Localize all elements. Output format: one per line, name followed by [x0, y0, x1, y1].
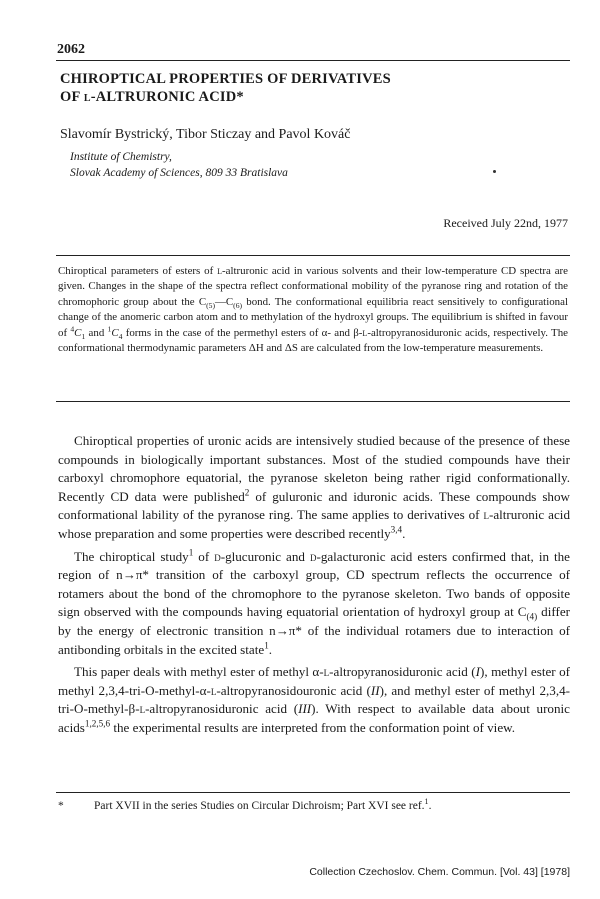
text: -altropyranosidouronic acid (: [216, 682, 371, 698]
abstract-text: -altropyranosiduronic acids, respectively. The conformational thermodynamic parameters ΔH and ΔS are calculated from the low-temperature measurements.: [58, 326, 568, 355]
superscript: 1: [107, 324, 112, 333]
title-rest: -ALTRURONIC ACID*: [90, 89, 244, 105]
smallcap-d: d: [214, 548, 221, 564]
text: Chiroptical properties of uronic acids are intensively studied because of the presence of these compounds in biologically important substances. Most of the studied compounds have their carboxyl chromophore equatorial, the pyranose skeleton being rather rigid conformationally. Recently CD data were published: [58, 433, 570, 504]
text: the experimental results are interpreted from the conformation point of view.: [110, 719, 516, 735]
smallcap-l: l: [323, 664, 330, 680]
text: ). With respect to available data about uronic acids: [58, 701, 570, 735]
abstract-text: —C: [215, 295, 234, 308]
footnote-text: Part XVII in the series Studies on Circular Dichroism; Part XVI see ref.: [94, 800, 425, 812]
title-smallcap: l: [83, 89, 91, 105]
paragraph-1: [58, 432, 570, 544]
institute-line-2: Slovak Academy of Sciences, 809 33 Bratislava: [70, 167, 288, 179]
smallcap-l: l: [483, 507, 489, 523]
abstract-text: forms in the case of the permethyl esters of α- and β-: [122, 326, 363, 339]
abstract-text: Chiroptical parameters of esters of: [58, 265, 218, 277]
paragraph-2: [58, 548, 570, 660]
abstract-bottom-rule: [56, 401, 570, 402]
title-line-2: [60, 88, 391, 106]
speck-mark: [493, 170, 496, 173]
text: -galacturonic acid esters confirmed that, in the region of n→π* transition of the carboxyl group, CD spectrum reflects the occurrence of rotamers about the bond of the chromophore to the pyranose skeleton. Two bands of opposite sign observed with the compounds having equatorial orientation of hydroxyl group at C: [58, 548, 570, 620]
received-date: Received July 22nd, 1977: [443, 216, 568, 230]
smallcap-l: l: [210, 682, 217, 698]
abstract-text: C: [111, 326, 119, 339]
institute-line-1: Institute of Chemistry,: [70, 151, 172, 163]
smallcap-d: d: [309, 548, 317, 564]
compound-label: III: [298, 701, 312, 717]
text: The chiroptical study: [74, 548, 189, 564]
citation: 1: [188, 547, 194, 558]
abstract-text: and: [85, 326, 108, 339]
footnote-text: .: [428, 800, 432, 812]
compound-label: I: [475, 664, 481, 680]
subscript: (6): [233, 300, 243, 310]
smallcap-l: l: [362, 326, 368, 339]
superscript: 4: [70, 324, 75, 333]
text: This paper deals with methyl ester of methyl α-: [74, 664, 324, 680]
text: of: [193, 548, 215, 564]
institute: [70, 149, 288, 181]
journal-footer: Collection Czechoslov. Chem. Commun. [Vol. 43] [1978]: [309, 866, 570, 878]
abstract-text: -altruronic acid in various solvents and their low-temperature CD spectra are given. Changes in the shape of the spectra reflect conformational mobility of the pyranose ring and rotation of the chromophoric group about the C: [58, 265, 568, 308]
subscript: 4: [118, 331, 123, 341]
abstract-text: bond. The conformational equilibria react sensitively to configurational change of the anomeric carbon atom and to methylation of the hydroxyl groups. The equilibrium is shifted in favour of: [58, 295, 568, 339]
citation: 1,2,5,6: [84, 718, 111, 729]
text: ), and methyl ester of methyl 2,3,4-tri-O-methyl-β-: [58, 682, 570, 717]
title-prefix: OF: [60, 89, 84, 105]
abstract: [58, 264, 568, 356]
text: ), methyl ester of methyl 2,3,4-tri-O-methyl-α-: [58, 664, 570, 698]
page-number: 2062: [57, 42, 85, 57]
text: .: [402, 525, 406, 541]
text: -altropyranosiduronic acid (: [145, 701, 299, 717]
footnote-mark: *: [58, 800, 64, 812]
text: -altropyranosiduronic acid (: [329, 664, 476, 680]
subscript: (4): [526, 611, 538, 622]
paragraph-3: [58, 663, 570, 737]
smallcap-l: l: [217, 265, 222, 277]
authors: Slavomír Bystrický, Tibor Sticzay and Pavol Kováč: [60, 127, 351, 142]
compound-label: II: [370, 682, 380, 698]
citation: 3,4: [390, 524, 403, 535]
smallcap-l: l: [139, 701, 146, 717]
abstract-top-rule: [56, 255, 570, 256]
header-rule: [56, 60, 570, 61]
citation: 1: [264, 640, 269, 651]
footnote: [58, 797, 568, 812]
abstract-text: C: [74, 326, 82, 339]
subscript: 1: [81, 331, 86, 341]
body-text: [58, 432, 570, 742]
text: -glucuronic and: [220, 548, 310, 564]
text: differ by the energy of electronic transition n→π* of the individual rotamers due to interaction of antibonding orbitals in the excited state: [58, 604, 570, 657]
footnote-rule: [56, 792, 570, 793]
text: -altruronic acid whose preparation and some properties were described recently: [58, 507, 570, 541]
citation: 1: [424, 797, 429, 807]
article-title: [60, 70, 391, 106]
text: of guluronic and iduronic acids. These compounds show conformational lability of the pyranose ring. The same applies to derivatives of: [58, 488, 570, 523]
citation: 2: [244, 487, 250, 498]
title-line-1: CHIROPTICAL PROPERTIES OF DERIVATIVES: [60, 71, 391, 87]
subscript: (5): [206, 300, 215, 310]
text: .: [268, 641, 273, 657]
